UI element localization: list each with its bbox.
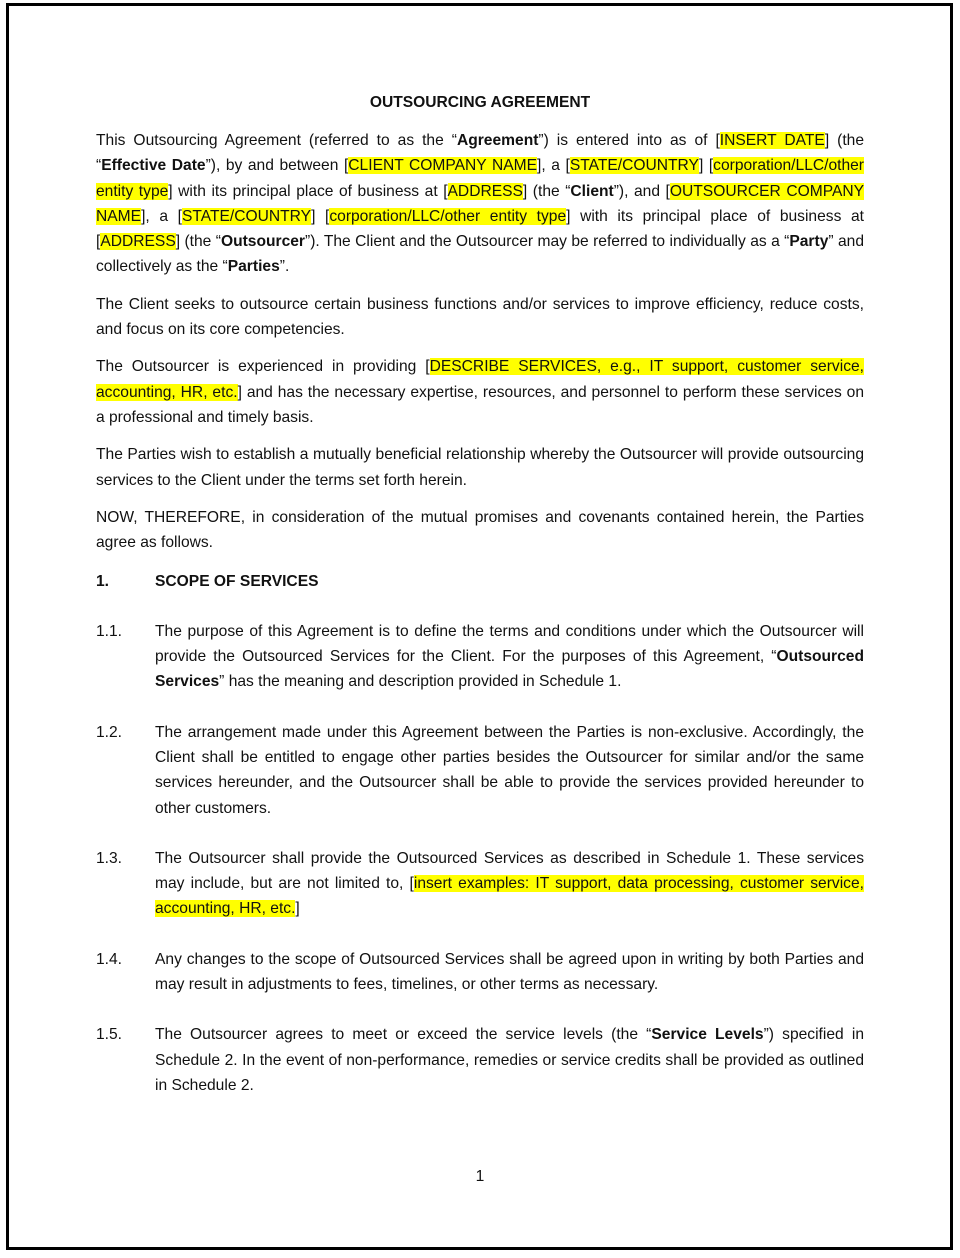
- recital-client: The Client seeks to outsource certain business functions and/or services to improve efficiency, reduce costs, and focus on its core competencies.: [96, 295, 864, 339]
- text-run: ” has the meaning and description provided in Schedule 1.: [219, 673, 622, 691]
- text-run: The Outsourcer is experienced in providing [: [96, 358, 430, 376]
- placeholder-outsourcer-company-name: OUTSOURCER COMPANY NAME: [96, 182, 865, 225]
- clause-1-1: [96, 619, 864, 695]
- clause-text: Any changes to the scope of Outsourced Services shall be agreed upon in writing by both Parties and may result in adjustments to fees, timelines, or other terms as necessary.: [155, 950, 864, 994]
- clause-number: 1.3.: [96, 849, 123, 867]
- defined-term: Outsourcer: [220, 233, 306, 251]
- clause-1-4: [96, 947, 864, 998]
- clause-number: 1.2.: [96, 723, 123, 741]
- clause-1-2: [96, 720, 864, 821]
- clause-1-3: [96, 846, 864, 922]
- recital-now-therefore: NOW, THEREFORE, in consideration of the mutual promises and covenants contained herein, the Parties agree as follows.: [96, 508, 864, 552]
- text-run: ”) specified in Schedule 2. In the event of non-performance, remedies or service credits shall be provided as outlined in Schedule 2.: [155, 1026, 865, 1094]
- clause-text: [155, 619, 864, 695]
- text-run: ] [: [311, 207, 330, 225]
- defined-term: Client: [570, 182, 614, 200]
- text-run: ] [: [698, 157, 714, 175]
- text-run: ] (the “: [96, 132, 864, 175]
- recital-outsourcer: [96, 354, 864, 430]
- text-run: ] with its principal place of business at [: [168, 182, 448, 200]
- defined-term: Parties: [227, 258, 280, 276]
- section-heading: [96, 569, 864, 594]
- section-number: 1.: [96, 573, 110, 591]
- defined-term: Service Levels: [651, 1026, 764, 1044]
- defined-term: Party: [789, 233, 829, 251]
- page-number: 1: [475, 1168, 485, 1185]
- text-run: ], a [: [537, 157, 570, 175]
- clause-number: 1.5.: [96, 1026, 123, 1044]
- placeholder-client-entity-type: corporation/LLC/other entity type: [96, 157, 865, 200]
- clause-number: 1.4.: [96, 950, 123, 968]
- placeholder-insert-date: INSERT DATE: [719, 132, 825, 149]
- clause-text: The arrangement made under this Agreement between the Parties is non-exclusive. Accordingly, the Client shall be entitled to engage other parties besides the Outsourcer for similar and/or the same services hereunder, and the Outsourcer shall be able to provide the services provided hereunder to other customers.: [155, 723, 864, 817]
- placeholder-insert-examples: insert examples: IT support, data processing, customer service, accounting, HR, etc.: [155, 875, 864, 918]
- placeholder-client-address: ADDRESS: [447, 182, 523, 200]
- text-run: ] (the “: [522, 182, 571, 200]
- text-run: ] and has the necessary expertise, resources, and personnel to perform these services on a professional and timely basis.: [96, 383, 864, 426]
- intro-paragraph: [96, 128, 864, 280]
- placeholder-outsourcer-entity-type: corporation/LLC/other entity type: [329, 207, 567, 225]
- text-run: ”), by and between [: [205, 157, 349, 175]
- text-run: The Outsourcer shall provide the Outsourced Services as described in Schedule 1. These services may include, but are not limited to, [: [155, 849, 864, 893]
- text-run: ] (the “: [175, 233, 221, 251]
- defined-term: Effective Date: [101, 157, 206, 175]
- recital-parties: The Parties wish to establish a mutually beneficial relationship whereby the Outsourcer will provide outsourcing services to the Client under the terms set forth herein.: [96, 446, 864, 489]
- text-run: The purpose of this Agreement is to define the terms and conditions under which the Outsourcer will provide the Outsourced Services for the Client. For the purposes of this Agreement, “: [155, 622, 864, 666]
- text-run: ” and collectively as the “: [96, 233, 864, 276]
- placeholder-describe-services: DESCRIBE SERVICES, e.g., IT support, customer service, accounting, HR, etc.: [96, 358, 864, 401]
- clause-1-5: [96, 1022, 864, 1098]
- text-run: ] with its principal place of business at [: [96, 207, 864, 251]
- clause-text: [155, 1022, 864, 1098]
- defined-term: Outsourced Services: [155, 648, 864, 691]
- text-run: ”), and [: [613, 182, 670, 200]
- text-run: ”.: [279, 258, 290, 276]
- placeholder-outsourcer-state-country: STATE/COUNTRY: [181, 207, 312, 225]
- text-run: This Outsourcing Agreement (referred to as the “: [96, 132, 457, 149]
- text-run: ]: [295, 900, 300, 918]
- placeholder-client-company-name: CLIENT COMPANY NAME: [348, 157, 538, 175]
- section-title: SCOPE OF SERVICES: [155, 573, 319, 591]
- placeholder-outsourcer-address: ADDRESS: [100, 233, 176, 251]
- defined-term: Agreement: [456, 132, 539, 149]
- text-run: ], a [: [141, 207, 182, 225]
- document-title: OUTSOURCING AGREEMENT: [369, 94, 591, 111]
- clause-text: [155, 846, 864, 922]
- text-run: ”). The Client and the Outsourcer may be referred to individually as a “: [305, 233, 790, 251]
- placeholder-client-state-country: STATE/COUNTRY: [569, 157, 699, 175]
- text-run: ”) is entered into as of [: [538, 132, 720, 149]
- document-body: [96, 92, 864, 1123]
- clause-number: 1.1.: [96, 622, 123, 640]
- text-run: The Outsourcer agrees to meet or exceed the service levels (the “: [155, 1026, 652, 1044]
